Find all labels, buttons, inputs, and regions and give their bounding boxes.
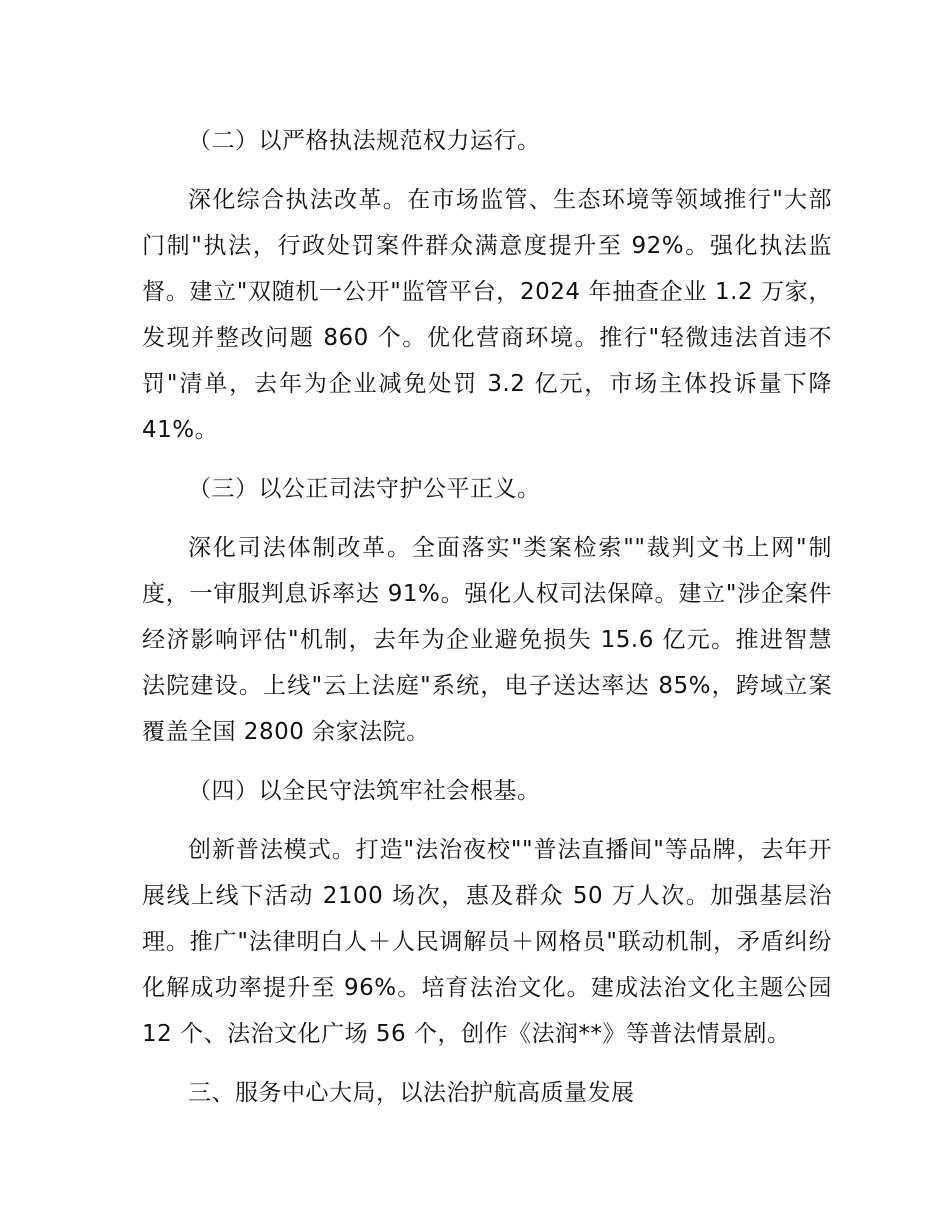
section-paragraph-3: 深化司法体制改革。全面落实"类案检索""裁判文书上网"制度，一审服判息诉率达 91%。强化人权司法保障。建立"涉企案件经济影响评估"机制，去年为企业避免损失 15.6 亿元。推进智慧法院建设。上线"云上法庭"系统，电子送达率达 85%，跨域立案覆盖全国 2800 余家法院。 [142, 535, 832, 745]
section-paragraph-4: 创新普法模式。打造"法治夜校""普法直播间"等品牌，去年开展线上线下活动 2100 场次，惠及群众 50 万人次。加强基层治理。推广"法律明白人＋人民调解员＋网格员"联动机制，矛盾纠纷化解成功率提升至 96%。培育法治文化。建成法治文化主题公园 12 个、法治文化广场 56 个，创作《法润**》等普法情景剧。 [142, 837, 832, 1047]
section-heading-2: （二）以严格执法规范权力运行。 [188, 128, 541, 154]
section-paragraph-2: 深化综合执法改革。在市场监管、生态环境等领域推行"大部门制"执法，行政处罚案件群众满意度提升至 92%。强化执法监督。建立"双随机一公开"监管平台，2024 年抽查企业 1.2 万家，发现并整改问题 860 个。优化营商环境。推行"轻微违法首违不罚"清单，去年为企业减免处罚 3.2 亿元，市场主体投诉量下降 41%。 [142, 187, 832, 443]
section-heading-3: （三）以公正司法守护公平正义。 [188, 476, 541, 502]
next-section-title: 三、服务中心大局，以法治护航高质量发展 [188, 1080, 635, 1106]
document-page [142, 118, 832, 1139]
section-heading-4: （四）以全民守法筑牢社会根基。 [188, 778, 541, 804]
